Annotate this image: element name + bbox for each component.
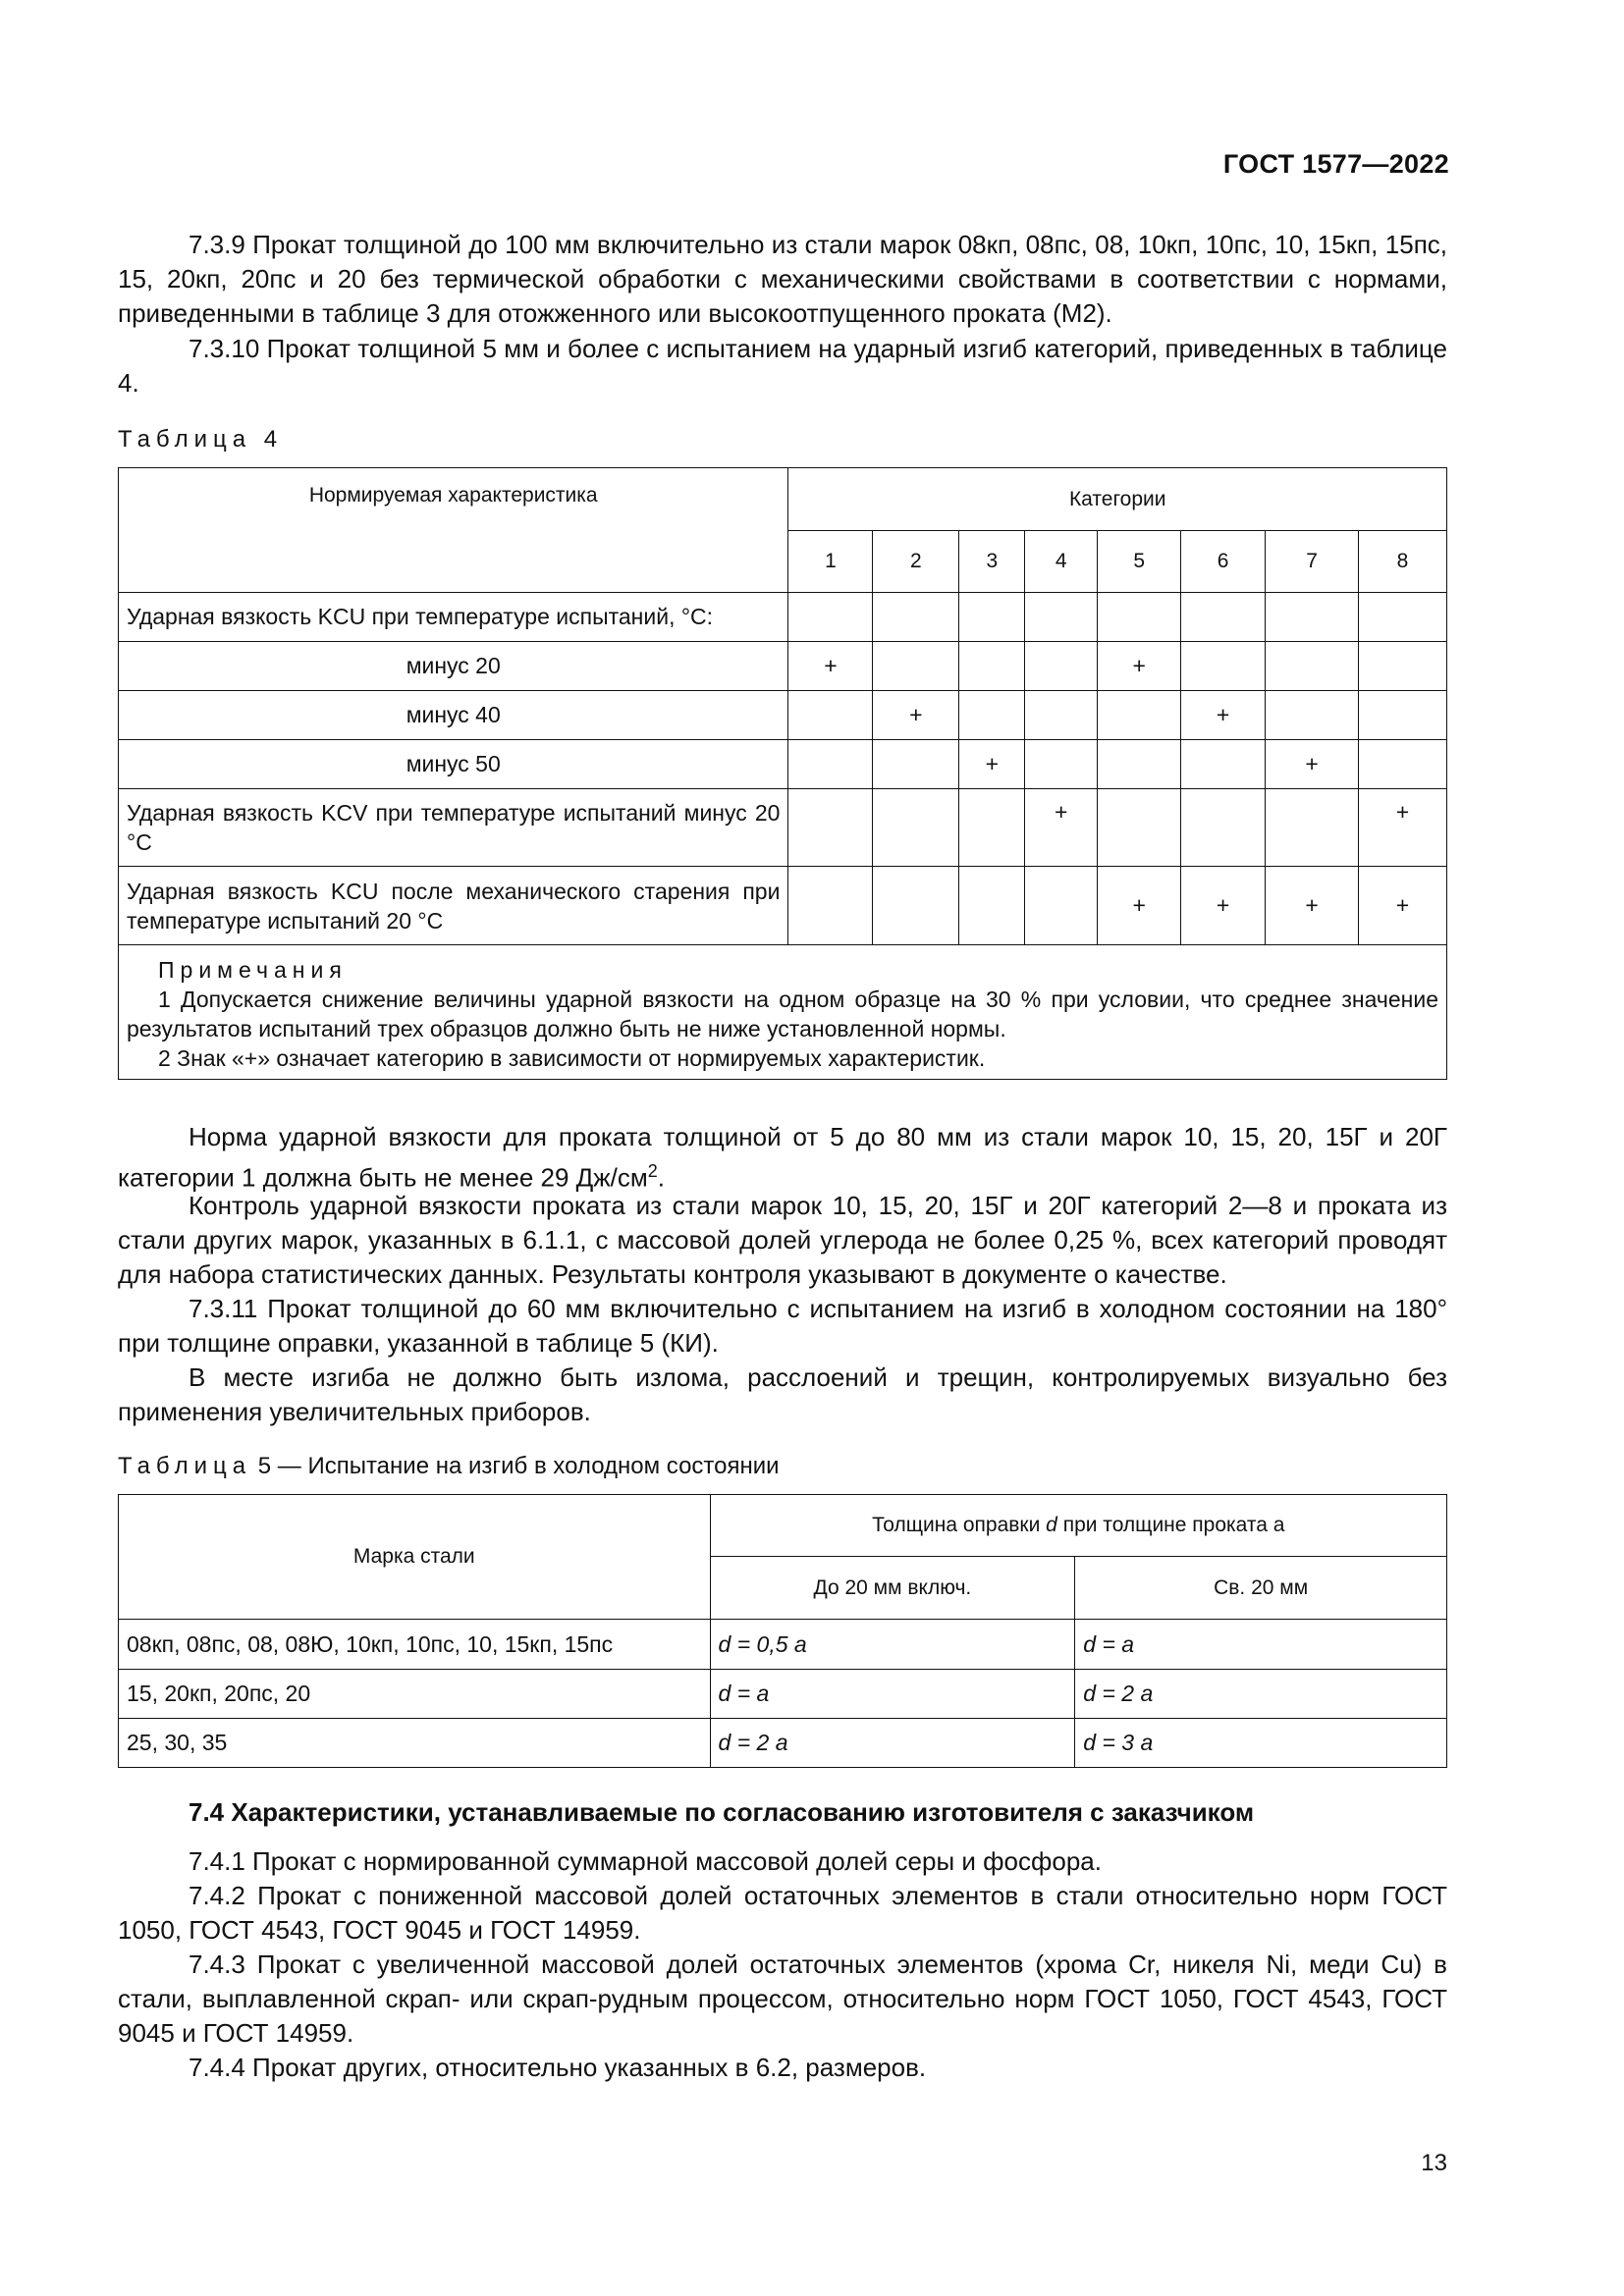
cell-mark: + xyxy=(1266,867,1359,945)
cell-mark: + xyxy=(1098,867,1181,945)
paragraph-7-3-10: 7.3.10 Прокат толщиной 5 мм и более с испытанием на ударный изгиб категорий, приведенных в таблице 4. xyxy=(118,334,1447,398)
section-7-4-heading: 7.4 Характеристики, устанавливаемые по согласованию изготовителя с заказчиком xyxy=(189,1797,1255,1827)
paragraph-7-4-1: 7.4.1 Прокат с нормированной суммарной массовой долей серы и фосфора. xyxy=(189,1846,1102,1876)
cell-mark: + xyxy=(1098,642,1181,691)
table-row xyxy=(119,1719,1447,1768)
upto20-cell: d = 2 a xyxy=(710,1719,1075,1768)
cell-mark: + xyxy=(1181,691,1266,740)
cell-mark xyxy=(873,740,959,789)
table5-header-grade: Марка стали xyxy=(119,1495,711,1620)
table-4 xyxy=(118,467,1447,1080)
cell-mark xyxy=(1359,691,1447,740)
row-label: Ударная вязкость KCU после механического старения при температуре испытаний 20 °С xyxy=(119,867,788,945)
cell-mark xyxy=(1098,740,1181,789)
cell-mark xyxy=(1359,642,1447,691)
paragraph-control: Контроль ударной вязкости проката из стали марок 10, 15, 20, 15Г и 20Г категорий 2—8 и проката из стали других марок, указанных в 6.1.1, с массовой долей углерода не более 0,25 %, всех категорий проводят для набора статистических данных. Результаты контроля указывают в документе о качестве. xyxy=(118,1191,1447,1289)
table4-category: 2 xyxy=(873,531,959,593)
impact-norm-text: Норма ударной вязкости для проката толщиной от 5 до 80 мм из стали марок 10, 15, 20, 15Г и 20Г категории 1 должна быть не менее 29 Дж/см xyxy=(118,1122,1447,1193)
cell-mark xyxy=(959,789,1025,867)
note-1: 1 Допускается снижение величины ударной вязкости на одном образце на 30 % при условии, что среднее значение результатов испытаний трех образцов должно быть не ниже установленной нормы. xyxy=(127,987,1438,1041)
row-label: минус 20 xyxy=(119,642,788,691)
paragraph-bend: В месте изгиба не должно быть излома, расслоений и трещин, контролируемых визуально без применения увеличительных приборов. xyxy=(118,1362,1447,1426)
table-row xyxy=(119,740,1447,789)
paragraph-7-4-3: 7.4.3 Прокат с увеличенной массовой долей остаточных элементов (хрома Cr, никеля Ni, меди Cu) в стали, выплавленной скрап- или скрап-рудным процессом, относительно норм ГОСТ 1050, ГОСТ 4543, ГОСТ 9045 и ГОСТ 14959. xyxy=(118,1949,1447,2048)
table4-category: 7 xyxy=(1266,531,1359,593)
row-label: Ударная вязкость KCV при температуре испытаний минус 20 °С xyxy=(119,789,788,867)
cell-mark xyxy=(1359,740,1447,789)
paragraph-7-4-2: 7.4.2 Прокат с пониженной массовой долей остаточных элементов в стали относительно норм ГОСТ 1050, ГОСТ 4543, ГОСТ 9045 и ГОСТ 14959. xyxy=(118,1881,1447,1945)
row-label: Ударная вязкость KCU при температуре испытаний, °С: xyxy=(119,593,788,642)
cell-mark: + xyxy=(1359,789,1447,867)
upto20-cell: d = 0,5 a xyxy=(710,1620,1075,1670)
cell-mark xyxy=(1025,740,1098,789)
paragraph-7-3-11: 7.3.11 Прокат толщиной до 60 мм включительно с испытанием на изгиб в холодном состоянии на 180° при толщине оправки, указанной в таблице 5 (КИ). xyxy=(118,1294,1447,1358)
table5-header-over20: Св. 20 мм xyxy=(1075,1557,1447,1620)
table4-header-characteristic: Нормируемая характеристика xyxy=(119,468,788,593)
cell-mark: + xyxy=(959,740,1025,789)
cell-mark: + xyxy=(873,691,959,740)
cell-mark xyxy=(1181,593,1266,642)
cell-mark xyxy=(959,593,1025,642)
paragraph-impact-norm xyxy=(118,1120,1447,1196)
cell-mark xyxy=(788,867,873,945)
impact-norm-end: . xyxy=(657,1162,665,1193)
row-label: минус 40 xyxy=(119,691,788,740)
note-2: 2 Знак «+» означает категорию в зависимости от нормируемых характеристик. xyxy=(158,1045,986,1071)
over20-cell: d = 2 a xyxy=(1075,1670,1447,1719)
cell-mark: + xyxy=(1359,867,1447,945)
table-row xyxy=(119,691,1447,740)
mandrel-variable: d xyxy=(1046,1514,1057,1536)
table5-caption xyxy=(118,1453,780,1480)
paragraph-7-4-4: 7.4.4 Прокат других, относительно указанных в 6.2, размеров. xyxy=(189,2053,927,2082)
table5-header-upto20: До 20 мм включ. xyxy=(710,1557,1075,1620)
cell-mark xyxy=(1181,642,1266,691)
grade-cell: 25, 30, 35 xyxy=(119,1719,711,1768)
cell-mark xyxy=(1359,593,1447,642)
grade-cell: 08кп, 08пс, 08, 08Ю, 10кп, 10пс, 10, 15кп, 15пс xyxy=(119,1620,711,1670)
cell-mark: + xyxy=(788,642,873,691)
cell-mark xyxy=(873,867,959,945)
table-row xyxy=(119,1620,1447,1670)
table-row xyxy=(119,867,1447,945)
mandrel-text-end: при толщине проката a xyxy=(1056,1514,1285,1536)
table-row xyxy=(119,642,1447,691)
cell-mark xyxy=(1098,789,1181,867)
cell-mark xyxy=(959,867,1025,945)
cell-mark xyxy=(788,740,873,789)
cell-mark xyxy=(788,593,873,642)
cell-mark xyxy=(1181,740,1266,789)
cell-mark xyxy=(1266,593,1359,642)
impact-norm-superscript: 2 xyxy=(647,1161,658,1181)
upto20-cell: d = a xyxy=(710,1670,1075,1719)
mandrel-text: Толщина оправки xyxy=(872,1514,1047,1536)
cell-mark xyxy=(1266,789,1359,867)
cell-mark xyxy=(1098,691,1181,740)
document-header: ГОСТ 1577—2022 xyxy=(1222,149,1449,179)
cell-mark xyxy=(959,691,1025,740)
notes-title: Примечания xyxy=(158,957,348,983)
cell-mark xyxy=(788,789,873,867)
cell-mark xyxy=(1025,593,1098,642)
table5-caption-text: 5 — Испытание на изгиб в холодном состоянии xyxy=(257,1453,780,1479)
cell-mark xyxy=(873,789,959,867)
cell-mark: + xyxy=(1266,740,1359,789)
table-row xyxy=(119,789,1447,867)
cell-mark: + xyxy=(1181,867,1266,945)
cell-mark xyxy=(1025,691,1098,740)
table4-category: 3 xyxy=(959,531,1025,593)
table4-caption: Таблица 4 xyxy=(118,426,284,453)
over20-cell: d = a xyxy=(1075,1620,1447,1670)
table5-caption-label: Таблица xyxy=(118,1453,252,1479)
table4-category: 5 xyxy=(1098,531,1181,593)
cell-mark xyxy=(788,691,873,740)
table4-category: 1 xyxy=(788,531,873,593)
paragraph-7-3-9: 7.3.9 Прокат толщиной до 100 мм включительно из стали марок 08кп, 08пс, 08, 10кп, 10пс, 10, 15кп, 15пс, 15, 20кп, 20пс и 20 без термической обработки с механическими свойствами в соответствии с нормами, приведенными в таблице 3 для отожженного или высокоотпущенного проката (М2). xyxy=(118,230,1447,328)
cell-mark xyxy=(1266,691,1359,740)
cell-mark xyxy=(873,593,959,642)
table4-category: 8 xyxy=(1359,531,1447,593)
cell-mark xyxy=(959,642,1025,691)
table5-header-mandrel xyxy=(710,1495,1446,1557)
row-label: минус 50 xyxy=(119,740,788,789)
cell-mark xyxy=(1181,789,1266,867)
grade-cell: 15, 20кп, 20пс, 20 xyxy=(119,1670,711,1719)
table-row xyxy=(119,593,1447,642)
table-5 xyxy=(118,1494,1447,1768)
table4-category: 6 xyxy=(1181,531,1266,593)
cell-mark xyxy=(1098,593,1181,642)
table4-header-categories: Категории xyxy=(788,468,1447,531)
cell-mark xyxy=(1025,642,1098,691)
cell-mark xyxy=(1266,642,1359,691)
over20-cell: d = 3 a xyxy=(1075,1719,1447,1768)
table4-category: 4 xyxy=(1025,531,1098,593)
table4-notes xyxy=(119,945,1447,1080)
cell-mark xyxy=(873,642,959,691)
table-row xyxy=(119,1670,1447,1719)
cell-mark xyxy=(1025,867,1098,945)
page-number: 13 xyxy=(1421,2150,1447,2176)
cell-mark: + xyxy=(1025,789,1098,867)
